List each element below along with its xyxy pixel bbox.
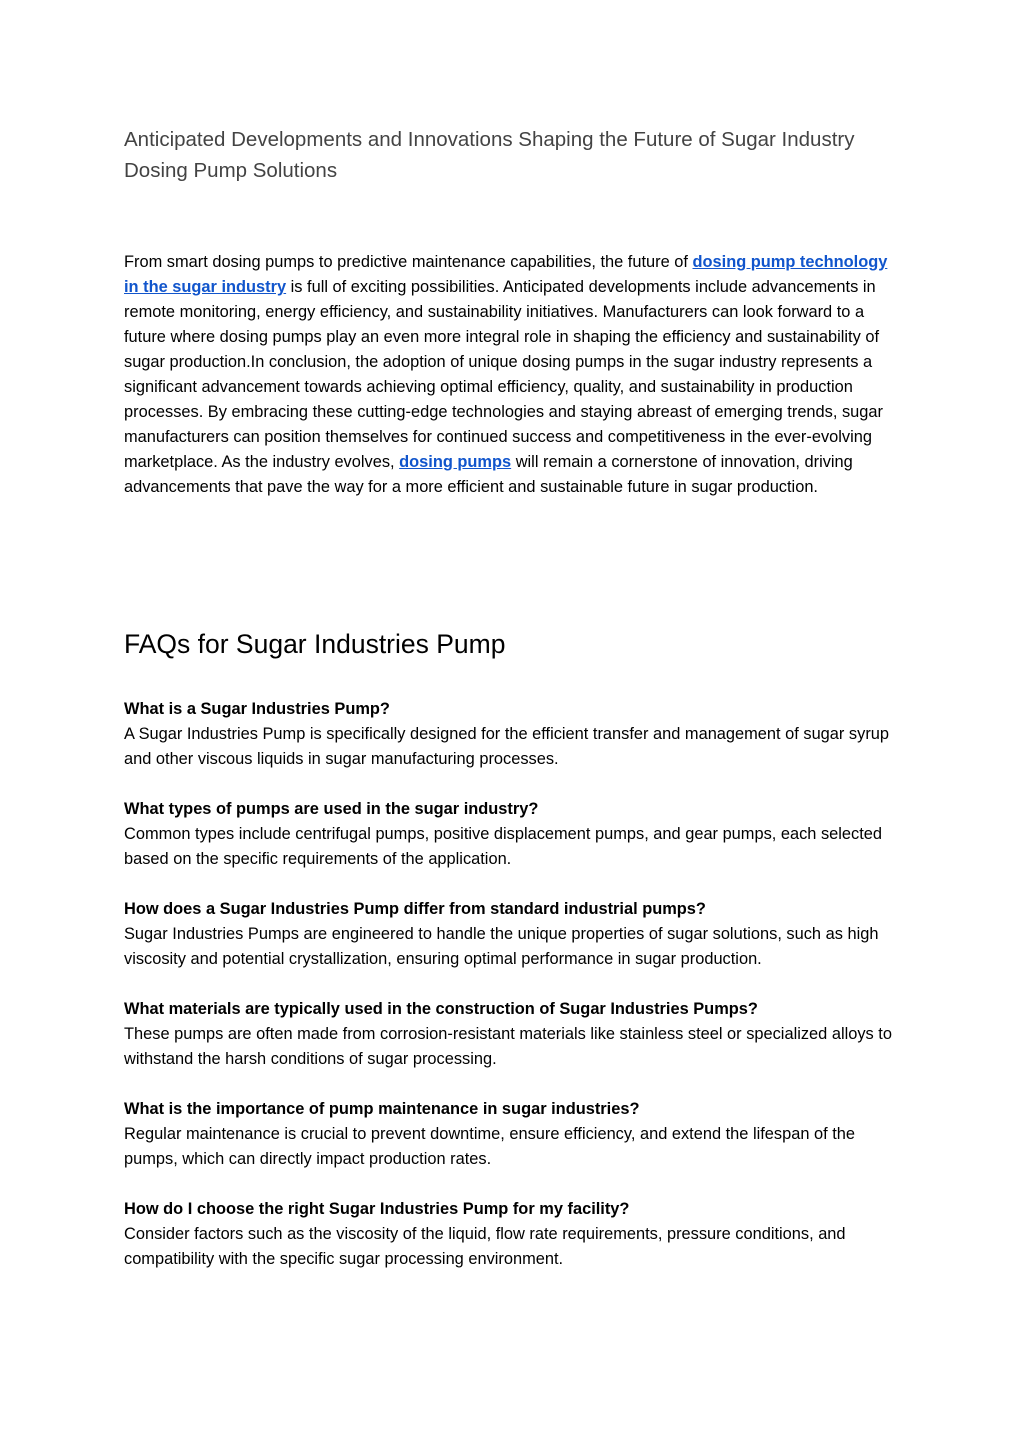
faq-question: What materials are typically used in the construction of Sugar Industries Pumps? [124,1000,758,1018]
faq-item [124,1097,904,1172]
faq-heading: FAQs for Sugar Industries Pump [124,629,506,659]
faq-list [124,697,904,1297]
faq-item [124,1197,904,1272]
faq-question: How do I choose the right Sugar Industries Pump for my facility? [124,1200,630,1218]
faq-answer: A Sugar Industries Pump is specifically designed for the efficient transfer and management of sugar syrup and other viscous liquids in sugar manufacturing processes. [124,725,890,768]
intro-text-part-3: will remain a cornerstone of innovation, driving advancements that pave the way for a more efficient and sustainable future in sugar production. [124,453,853,496]
faq-question: How does a Sugar Industries Pump differ from standard industrial pumps? [124,900,706,918]
faq-question: What types of pumps are used in the sugar industry? [124,800,539,818]
faq-answer: Consider factors such as the viscosity of the liquid, flow rate requirements, pressure conditions, and compatibility with the specific sugar processing environment. [124,1225,846,1268]
faq-answer: Common types include centrifugal pumps, positive displacement pumps, and gear pumps, each selected based on the specific requirements of the application. [124,825,883,868]
intro-paragraph [124,250,904,500]
intro-text-part-2: is full of exciting possibilities. Anticipated developments include advancements in remote monitoring, energy efficiency, and sustainability initiatives. Manufacturers can look forward to a future where dosing pumps play an even more integral role in shaping the efficiency and sustainability of sugar production.In conclusion, the adoption of unique dosing pumps in the sugar industry represents a significant advancement towards achieving optimal efficiency, quality, and sustainability in production processes. By embracing these cutting-edge technologies and staying abreast of emerging trends, sugar manufacturers can position themselves for continued success and competitiveness in the ever-evolving marketplace. As the industry evolves, [124,278,883,471]
faq-item [124,997,904,1072]
intro-text-part-1: From smart dosing pumps to predictive maintenance capabilities, the future of [124,253,693,271]
section-title: Anticipated Developments and Innovations Shaping the Future of Sugar Industry Dosing Pump Solutions [124,128,855,182]
faq-item [124,897,904,972]
faq-answer: Regular maintenance is crucial to prevent downtime, ensure efficiency, and extend the lifespan of the pumps, which can directly impact production rates. [124,1125,856,1168]
faq-question: What is the importance of pump maintenance in sugar industries? [124,1100,640,1118]
faq-answer: These pumps are often made from corrosion-resistant materials like stainless steel or specialized alloys to withstand the harsh conditions of sugar processing. [124,1025,892,1068]
dosing-pump-technology-link[interactable]: dosing pump technology in the sugar industry [124,253,888,296]
faq-answer: Sugar Industries Pumps are engineered to handle the unique properties of sugar solutions, such as high viscosity and potential crystallization, ensuring optimal performance in sugar production. [124,925,879,968]
faq-question: What is a Sugar Industries Pump? [124,700,390,718]
dosing-pumps-link[interactable]: dosing pumps [399,453,512,471]
faq-item [124,697,904,772]
faq-item [124,797,904,872]
